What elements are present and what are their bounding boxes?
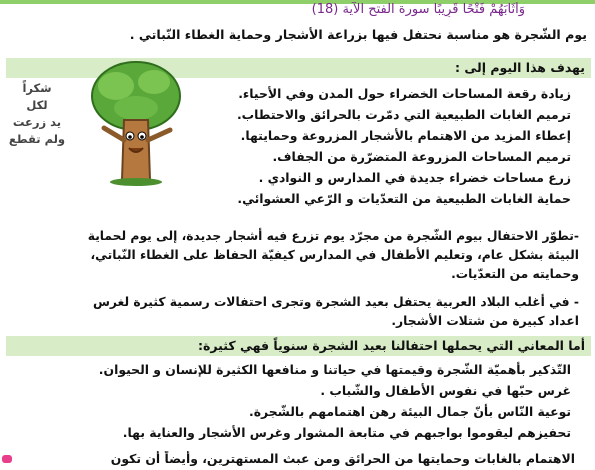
list-item: ترميم المساحات المزروعة المتضرّرة من الجفاف. [151,147,571,168]
section-title-goals: يهدف هذا اليوم إلى : [6,58,591,78]
paragraph-line: -تطوّر الاحتفال بيوم الشّجرة من مجرّد يوم تزرع فيه أشجار جديدة، إلى يوم لحماية [87,229,579,243]
tree-character-icon [86,58,186,188]
list-item: حماية الغابات الطبيعية من التعدّيات و الرّعي العشوائي. [151,189,571,210]
meanings-list [11,360,589,444]
side-caption-line: شكراً [22,81,52,95]
quran-verse: وَأَثَابَهُمْ فَتْحًا قَرِيبًا سورة الفتح الآية (18) [311,2,525,17]
side-caption-line: لكل [26,98,48,112]
continuation-line: الاهتمام بالغابات وحمايتها من الحرائق ومن عبث المستهترين، وأيضاً أن تكون [110,451,575,466]
list-item: تحفيزهم ليقوموا بواجبهم في متابعة المشوار وغرس الأشجار والعناية بها. [11,423,571,444]
list-item: زرع مساحات خضراء جديدة في المدارس و النوادي . [151,168,571,189]
list-item: زيادة رقعة المساحات الخضراء حول المدن وفي الأحياء. [151,84,571,105]
list-item: ترميم الغابات الطبيعية التي دمّرت بالحرائق والاحتطاب. [151,105,571,126]
section-title-meanings: أما المعاني التي يحملها احتفالنا بعيد الشجرة سنوياً فهي كثيرة: [6,336,591,356]
paragraph-line: اعداد كبيرة من شتلات الأشجار. [391,314,579,328]
list-item: غرس حبّها في نفوس الأطفال والشّباب . [11,381,571,402]
paragraph-celebration-evolution [19,227,579,284]
paragraph-line: - في أغلب البلاد العربية يحتفل بعيد الشجرة وتجرى احتفالات رسمية كثيرة لغرس [92,295,579,309]
list-item: التّذكير بأهميّة الشّجرة وقيمتها في حياتنا و منافعها الكثيرة للإنسان و الحيوان. [11,360,571,381]
paragraph-line: وحمايته من التعدّيات. [451,267,579,281]
goals-list [151,84,589,210]
side-caption-line: يد زرعت [12,115,62,129]
pink-marker-icon [2,455,12,463]
intro-text: يوم الشّجرة هو مناسبة نحتفل فيها بزراعة الأشجار وحماية الغطاء النّباتي . [129,27,587,42]
side-caption-line: ولم تقطع [8,132,66,146]
list-item: إعطاء المزيد من الاهتمام بالأشجار المزروعة وحمايتها. [151,126,571,147]
side-caption [6,80,68,148]
list-item: توعية النّاس بأنّ جمال البيئة رهن اهتمامهم بالشّجرة. [11,402,571,423]
paragraph-line: البيئة بشكل عام، وتعليم الأطفال في المدارس كيفيّة الحفاظ على الغطاء النّباتي، [90,248,579,262]
paragraph-arab-countries [19,293,579,331]
